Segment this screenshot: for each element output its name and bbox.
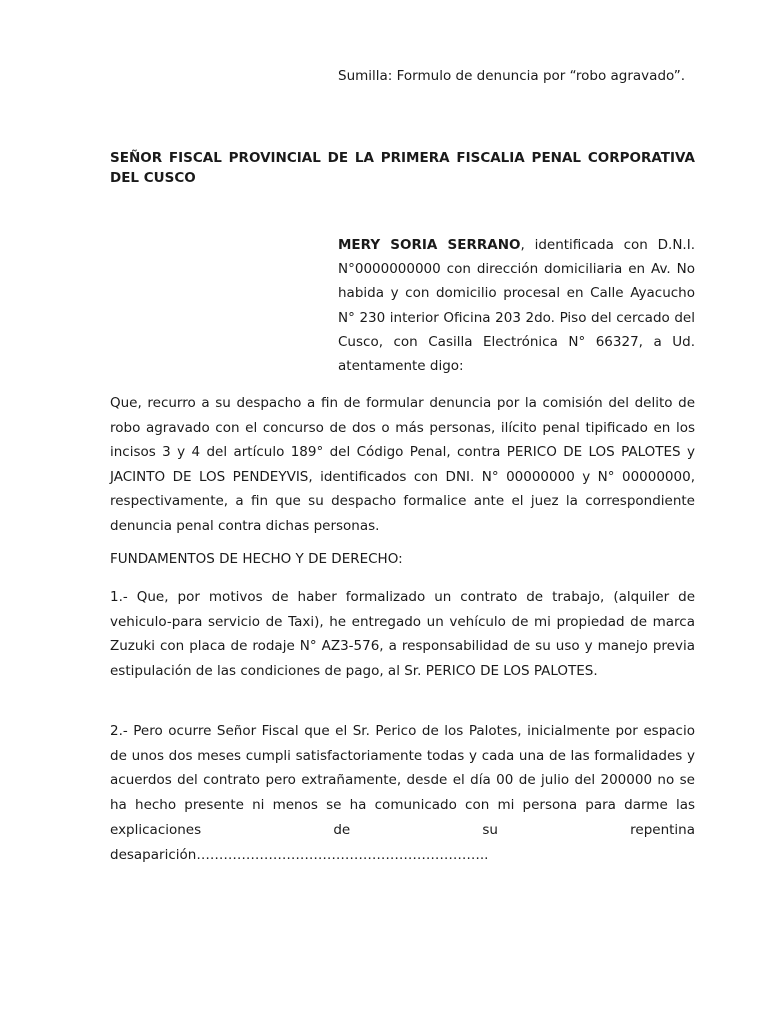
petitioner-intro [338,233,695,378]
fact-point-2-body: 2.- Pero ocurre Señor Fiscal que el Sr. Perico de los Palotes, inicialmente por espacio de unos dos meses cumpli satisfactoriamente todas y cada una de las formalidades y acuerdos del contrato pero extrañamente, desde el día 00 de julio del 200000 no se ha hecho presente ni menos se ha comunicado con mi persona para darme las explicaciones de su repentina [110,723,695,838]
petitioner-name: MERY SORIA SERRANO [338,237,521,253]
addressee: SEÑOR FISCAL PROVINCIAL DE LA PRIMERA FISCALIA PENAL CORPORATIVA DEL CUSCO [110,150,695,186]
fact-point-2-end: desaparición……………………………………………………….. [110,846,489,863]
sumilla: Sumilla: Formulo de denuncia por “robo agravado”. [338,68,686,84]
fact-point-2 [110,719,695,867]
petitioner-details: , identificada con D.N.I. N°0000000000 con dirección domiciliaria en Av. No habida y con domicilio procesal en Calle Ayacucho N° 230 interior Oficina 203 2do. Piso del cercado del Cusco, con Casilla Electrónica N° 66327, a Ud. atentamente digo: [338,237,695,375]
fact-point-1: 1.- Que, por motivos de haber formalizado un contrato de trabajo, (alquiler de vehiculo-para servicio de Taxi), he entregado un vehículo de mi propiedad de marca Zuzuki con placa de rodaje N° AZ3-576, a responsabilidad de su uso y manejo previa estipulación de las condiciones de pago, al Sr. PERICO DE LOS PALOTES. [110,589,695,679]
complaint-paragraph: Que, recurro a su despacho a fin de formular denuncia por la comisión del delito de robo agravado con el concurso de dos o más personas, ilícito penal tipificado en los incisos 3 y 4 del artículo 189° del Código Penal, contra PERICO DE LOS PALOTES y JACINTO DE LOS PENDEYVIS, identificados con DNI. N° 00000000 y N° 00000000, respectivamente, a fin que su despacho formalice ante el juez la correspondiente denuncia penal contra dichas personas. [110,395,695,534]
section-heading: FUNDAMENTOS DE HECHO Y DE DERECHO: [110,551,403,567]
